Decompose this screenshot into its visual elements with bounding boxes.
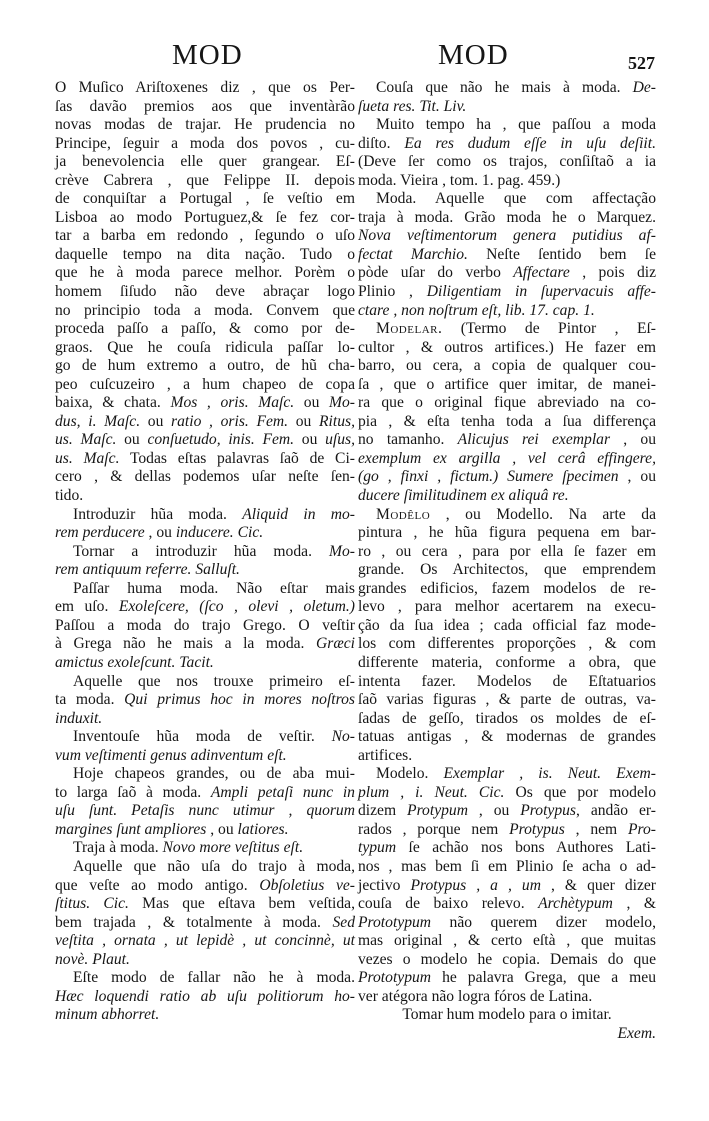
text-segment: Modelo.	[376, 765, 444, 783]
text-segment: Inventouſe hũa moda de veſtir.	[73, 728, 332, 746]
text-line	[358, 376, 656, 395]
text-segment: , & quer dizer	[540, 876, 656, 894]
latin-italic-text: Ea res dudum eſſe in uſu deſiit.	[404, 134, 656, 152]
text-line	[55, 747, 355, 766]
latin-italic-text: exemplum ex argilla , vel cerâ effingere,	[358, 449, 656, 467]
text-line	[358, 320, 656, 339]
text-line	[55, 227, 355, 246]
latin-italic-text: uſus,	[325, 431, 355, 449]
latin-italic-text: Obſoletius ve-	[259, 876, 355, 894]
text-segment: Couſa que não he mais à moda.	[376, 79, 633, 96]
text-line	[358, 153, 656, 172]
text-segment: Plinio ,	[358, 283, 427, 301]
latin-italic-text: Archètypum	[538, 895, 613, 913]
text-segment: no principio toda a moda. Convem que	[55, 301, 355, 319]
latin-italic-text: Græci	[316, 635, 355, 653]
latin-italic-text: conſuetudo, inis. Fem.	[147, 431, 295, 449]
text-segment: homem ſiſudo não deve abraçar logo	[55, 283, 355, 301]
latin-italic-text: dus, i. Maſc.	[55, 412, 141, 430]
text-segment: go de hum extremo a outro, de hũ cha-	[55, 357, 355, 375]
latin-italic-text: Affectare	[513, 264, 570, 282]
latin-italic-text: latiores.	[237, 820, 289, 838]
text-segment: ção da ſua idea ; cada official faz mode-	[358, 616, 656, 634]
text-line	[55, 506, 355, 525]
latin-italic-text: typum	[358, 839, 397, 857]
latin-italic-text: Sed	[332, 913, 355, 931]
text-line	[55, 951, 355, 970]
text-line	[55, 988, 355, 1007]
latin-italic-text: veſtita , ornata , ut lepidè , ut concinnè, ut	[55, 932, 355, 950]
left-text-column	[55, 79, 355, 1025]
text-segment: ſe achão nos bons Authores Lati-	[396, 839, 656, 857]
text-segment: jectivo	[358, 876, 411, 894]
text-segment: nos , mas bem ſi em Plinio ſe acha o ad-	[358, 857, 656, 875]
latin-italic-text: Novo more veſtitus eſt.	[162, 839, 304, 857]
text-line	[55, 264, 355, 283]
text-line	[55, 802, 355, 821]
text-line	[358, 524, 656, 543]
latin-italic-text: Diligentiam in ſupervacuis affe-	[426, 283, 656, 301]
latin-italic-text: ſueta res. Tit. Liv.	[358, 97, 467, 115]
text-segment: daquelle tempo na dita nação. Tudo o	[55, 245, 355, 263]
latin-italic-text: Pro-	[627, 820, 656, 838]
text-segment: Lisboa ao modo Portuguez,& ſe fez cor-	[55, 208, 355, 226]
text-line	[55, 839, 355, 858]
text-segment: em uſo.	[55, 598, 119, 616]
text-line	[358, 821, 656, 840]
latin-italic-text: Ritus,	[319, 412, 355, 430]
latin-italic-text: Qui primus hoc in mores noſtros	[124, 691, 355, 709]
text-line	[358, 877, 656, 896]
text-segment: pòde uſar do verbo	[358, 264, 514, 282]
text-line	[55, 302, 355, 321]
text-segment: Neſte ſentido bem ſe	[467, 245, 656, 263]
latin-italic-text: inducere. Cic.	[175, 524, 264, 542]
text-line	[358, 598, 656, 617]
text-segment: Paſſou a moda do trajo Grego. O veſtir	[55, 616, 355, 634]
text-segment: , &	[612, 895, 657, 913]
latin-italic-text: margines ſunt ampliores	[55, 820, 207, 838]
text-segment: vezes o modelo he copia. Demais do que	[358, 950, 656, 968]
text-segment: differente materia, conforme a obra, que	[358, 653, 656, 671]
text-segment: Paſſar huma moda. Não eſtar mais	[73, 579, 355, 597]
text-segment: ſadas de geſſo, tirados os moldes de eſ-	[358, 709, 656, 727]
text-segment: bem trajada , & totalmente à moda.	[55, 913, 333, 931]
running-head-right: MOD	[438, 39, 509, 71]
latin-italic-text: uſu ſunt. Petaſis nunc utimur , quorum	[55, 802, 355, 820]
text-line	[55, 821, 355, 840]
text-segment: rados , porque nem	[358, 820, 510, 838]
text-line	[55, 487, 355, 506]
text-line	[358, 79, 656, 98]
text-line	[55, 598, 355, 617]
text-segment: ou	[294, 394, 330, 412]
text-segment: , ou	[206, 820, 238, 838]
text-line	[55, 635, 355, 654]
latin-italic-text: Protypum	[407, 802, 468, 820]
text-line	[358, 765, 656, 784]
text-line	[55, 79, 355, 98]
text-line	[358, 1025, 656, 1044]
text-line	[55, 728, 355, 747]
latin-italic-text: No-	[331, 728, 355, 746]
text-segment: Introduzir hũa moda.	[73, 505, 243, 523]
text-line	[358, 135, 656, 154]
text-line	[358, 209, 656, 228]
text-line	[55, 654, 355, 673]
text-segment: diſto.	[358, 134, 405, 152]
latin-italic-text: rem antiquum referre. Salluſt.	[55, 561, 240, 579]
latin-italic-text: us. Maſc.	[55, 449, 120, 467]
text-line	[358, 394, 656, 413]
text-segment: que veſte ao modo antigo.	[55, 876, 260, 894]
latin-italic-text: Exem.	[617, 1024, 656, 1042]
text-segment: grandes edificios, fazem modelos de re-	[358, 579, 656, 597]
text-line	[55, 339, 355, 358]
text-segment: proceda paſſo a paſſo, & como por de-	[55, 320, 355, 338]
text-line	[358, 654, 656, 673]
text-line	[55, 283, 355, 302]
text-segment: artifices.	[358, 746, 413, 764]
latin-italic-text: Hæc loquendi ratio ab uſu politiorum ho-	[55, 987, 355, 1005]
running-head-left: MOD	[172, 39, 243, 71]
text-segment: Eſte modo de fallar não he à moda.	[73, 969, 355, 987]
text-segment: ja benevolencia elle quer grangear. Eſ-	[55, 153, 355, 171]
latin-italic-text: plum , i. Neut. Cic.	[358, 783, 505, 801]
text-line	[358, 468, 656, 487]
latin-italic-text: Mos , oris. Maſc.	[170, 394, 295, 412]
text-segment: crève Cabrera , que Felippe II. depois	[55, 171, 355, 189]
text-segment: , ou	[144, 524, 176, 542]
text-line	[55, 376, 355, 395]
latin-italic-text: novè. Plaut.	[55, 950, 130, 968]
text-line	[358, 413, 656, 432]
text-line	[358, 543, 656, 562]
latin-italic-text: ſtitus. Cic.	[55, 895, 129, 913]
text-segment: grande. Os Architectos, que emprendem	[358, 561, 656, 579]
text-line	[358, 691, 656, 710]
text-segment: Tornar a introduzir hũa moda.	[73, 542, 330, 560]
text-segment: ta moda.	[55, 691, 125, 709]
headword: Modêlo	[376, 505, 431, 523]
text-line	[358, 506, 656, 525]
headword: Modelar.	[376, 320, 443, 338]
latin-italic-text: ratio , oris. Fem.	[171, 412, 289, 430]
text-segment: que he à moda parece melhor. Porèm o	[55, 264, 355, 282]
text-line	[358, 487, 656, 506]
text-segment: , ou	[610, 431, 657, 449]
text-line	[55, 246, 355, 265]
text-segment: tatuas antigas , & modernas de grandes	[358, 728, 656, 746]
text-segment: traja à moda. Grão moda he o Marquez.	[358, 208, 656, 226]
text-line	[358, 450, 656, 469]
text-segment: não querem dizer modelo,	[431, 913, 656, 931]
text-line	[358, 914, 656, 933]
text-segment: Muito tempo ha , que paſſou a moda	[376, 116, 656, 134]
text-line	[358, 227, 656, 246]
text-line	[55, 357, 355, 376]
text-line	[55, 543, 355, 562]
text-line	[55, 969, 355, 988]
text-line	[55, 98, 355, 117]
text-line	[358, 988, 656, 1007]
latin-italic-text: De-	[632, 79, 656, 96]
text-segment: , pois diz	[569, 264, 656, 282]
text-segment: Aquelle que nos trouxe primeiro eſ-	[73, 672, 355, 690]
text-line	[358, 951, 656, 970]
latin-italic-text: Mo-	[329, 394, 355, 412]
text-line	[358, 246, 656, 265]
text-segment: Todas eſtas palavras ſaõ de Ci-	[119, 449, 355, 467]
text-line	[358, 190, 656, 209]
right-text-column	[358, 79, 656, 1043]
text-line	[358, 98, 656, 117]
text-segment: (Termo de Pintor , Eſ-	[442, 320, 656, 338]
text-segment: baixa, & chata.	[55, 394, 171, 412]
text-line	[55, 413, 355, 432]
latin-italic-text: (go , finxi , fictum.) Sumere ſpecimen	[358, 468, 619, 486]
text-segment: de conquiſtar a Portugal , ſe veſtio em	[55, 190, 355, 208]
text-line	[358, 784, 656, 803]
latin-italic-text: rem perducere	[55, 524, 145, 542]
text-line	[55, 580, 355, 599]
text-line	[358, 802, 656, 821]
text-line	[358, 339, 656, 358]
latin-italic-text: minum abhorret.	[55, 1006, 160, 1024]
text-line	[55, 932, 355, 951]
text-segment: los com differentes proporções , & com	[358, 635, 656, 653]
text-segment: ou	[288, 412, 320, 430]
text-line	[358, 580, 656, 599]
text-line	[55, 524, 355, 543]
text-segment: Hoje chapeos grandes, ou de aba mui-	[73, 765, 355, 783]
text-segment: ra que o original fique abreviado na co-	[358, 394, 656, 412]
text-segment: intenta fazer. Modelos de Eſtatuarios	[358, 672, 656, 690]
text-segment: tar a barba em redondo , ſegundo o uſo	[55, 227, 355, 245]
text-line	[55, 914, 355, 933]
text-segment: , ou	[467, 802, 521, 820]
text-line	[55, 153, 355, 172]
text-line	[55, 673, 355, 692]
text-line	[55, 858, 355, 877]
text-line	[55, 561, 355, 580]
latin-italic-text: Nova veſtimentorum genera putidius af-	[358, 227, 656, 245]
text-segment: mas original , & certo eſtà , que muitas	[358, 932, 656, 950]
text-segment: Traja à moda.	[73, 839, 163, 857]
text-line	[358, 673, 656, 692]
text-line	[55, 784, 355, 803]
text-segment: no tamanho.	[358, 431, 458, 449]
text-segment: Moda. Aquelle que com affectação	[376, 190, 656, 208]
latin-italic-text: Exoleſcere, (ſco , olevi , oletum.)	[118, 598, 355, 616]
text-segment: ou	[294, 431, 326, 449]
text-line	[358, 635, 656, 654]
text-segment: O Muſico Ariſtoxenes diz , que os Per-	[55, 79, 355, 96]
latin-italic-text: Aliquid in mo-	[242, 505, 355, 523]
text-segment: moda. Vieira , tom. 1. pag. 459.)	[358, 171, 561, 189]
text-line	[55, 468, 355, 487]
text-line	[358, 302, 656, 321]
latin-italic-text: Mo-	[329, 542, 355, 560]
text-segment: , ou Modello. Na arte da	[430, 505, 656, 523]
text-segment: dizem	[358, 802, 408, 820]
text-segment: couſa de baixo relevo.	[358, 895, 539, 913]
latin-italic-text: vum veſtimenti genus adinventum eſt.	[55, 746, 287, 764]
page-number: 527	[628, 53, 655, 73]
text-line	[55, 190, 355, 209]
text-segment: graos. Que he couſa ridicula paſſar lo-	[55, 338, 355, 356]
text-segment: to larga ſaõ à moda.	[55, 783, 211, 801]
text-line	[55, 617, 355, 636]
text-line	[358, 932, 656, 951]
text-line	[55, 431, 355, 450]
text-line	[55, 895, 355, 914]
text-segment: Mas que eſtava bem veſtida,	[128, 895, 355, 913]
text-line	[55, 394, 355, 413]
text-segment: , nem	[564, 820, 628, 838]
text-line	[358, 431, 656, 450]
text-line	[55, 172, 355, 191]
text-line	[55, 135, 355, 154]
text-line	[358, 969, 656, 988]
text-segment: peo cuſcuzeiro , a hum chapeo de copa	[55, 375, 355, 393]
text-line	[358, 747, 656, 766]
text-line	[358, 617, 656, 636]
text-line	[55, 765, 355, 784]
text-line	[358, 839, 656, 858]
latin-italic-text: ducere ſimilitudinem ex aliquâ re.	[358, 487, 569, 505]
text-segment: pintura , he hũa figura pequena em bar-	[358, 524, 656, 542]
text-line	[358, 728, 656, 747]
text-segment: , andão er-	[576, 802, 656, 820]
text-line	[358, 116, 656, 135]
latin-italic-text: Prototypum	[358, 969, 432, 987]
text-segment: Principe, ſeguir a moda dos povos , cu-	[55, 134, 355, 152]
text-segment: ſa , que o artifice quer imitar, de manei-	[358, 375, 656, 393]
text-segment: ſas davão premios aos que inventàrão	[55, 97, 355, 115]
text-line	[358, 561, 656, 580]
latin-italic-text: us. Maſc.	[55, 431, 117, 449]
text-segment: levo , para melhor acertarem na execu-	[358, 598, 656, 616]
latin-italic-text: ctare , non noſtrum eſt, lib. 17. cap. 1.	[358, 301, 595, 319]
text-segment: ou	[116, 431, 148, 449]
text-segment: ro , ou cera , para por ella ſe fazer em	[358, 542, 656, 560]
text-line	[358, 710, 656, 729]
text-line	[358, 858, 656, 877]
text-segment: novas modas de trajar. He prudencia no	[55, 116, 355, 134]
text-segment: tido.	[55, 487, 84, 505]
text-line	[55, 116, 355, 135]
latin-italic-text: Protypus , a , um	[410, 876, 541, 894]
latin-italic-text: amictus exoleſcunt. Tacit.	[55, 653, 214, 671]
text-line	[358, 1006, 656, 1025]
text-line	[358, 283, 656, 302]
text-segment: Aquelle que não uſa do trajo à moda,	[73, 857, 355, 875]
text-line	[55, 320, 355, 339]
text-line	[358, 895, 656, 914]
text-segment: he palavra Grega, que a meu	[431, 969, 656, 987]
text-segment: Tomar hum modelo para o imitar.	[402, 1006, 612, 1024]
latin-italic-text: Exemplar , is. Neut. Exem-	[443, 765, 656, 783]
latin-italic-text: Ampli petaſi nunc in	[210, 783, 355, 801]
latin-italic-text: Protypus	[520, 802, 576, 820]
latin-italic-text: fectat Marchio.	[358, 245, 468, 263]
text-segment: (Deve ſer como os trajos, conſiſtaõ a ia	[358, 153, 656, 171]
latin-italic-text: Prototypum	[358, 913, 432, 931]
text-segment: ou	[140, 412, 172, 430]
text-line	[55, 209, 355, 228]
text-segment: à Grega não he mais a la moda.	[55, 635, 317, 653]
text-line	[358, 172, 656, 191]
text-segment: Os que por modelo	[504, 783, 656, 801]
text-line	[358, 357, 656, 376]
text-line	[55, 877, 355, 896]
text-segment: pia , & eſta tenha toda a ſua differença	[358, 412, 656, 430]
text-segment: barro, ou cera, a copia de qualquer cou-	[358, 357, 656, 375]
text-segment: ſaõ varias figuras , & parte de outras, va-	[358, 691, 656, 709]
text-line	[55, 710, 355, 729]
text-segment: cero , & dellas podemos uſar neſte ſen-	[55, 468, 355, 486]
latin-italic-text: Protypus	[509, 820, 565, 838]
text-segment: cultor , & outros artifices.) He fazer em	[358, 338, 656, 356]
text-line	[55, 691, 355, 710]
latin-italic-text: Alicujus rei exemplar	[457, 431, 611, 449]
text-segment: ver atégora não logra fóros de Latina.	[358, 987, 593, 1005]
text-segment: , ou	[618, 468, 656, 486]
latin-italic-text: induxit.	[55, 709, 103, 727]
text-line	[55, 1006, 355, 1025]
text-line	[55, 450, 355, 469]
text-line	[358, 264, 656, 283]
